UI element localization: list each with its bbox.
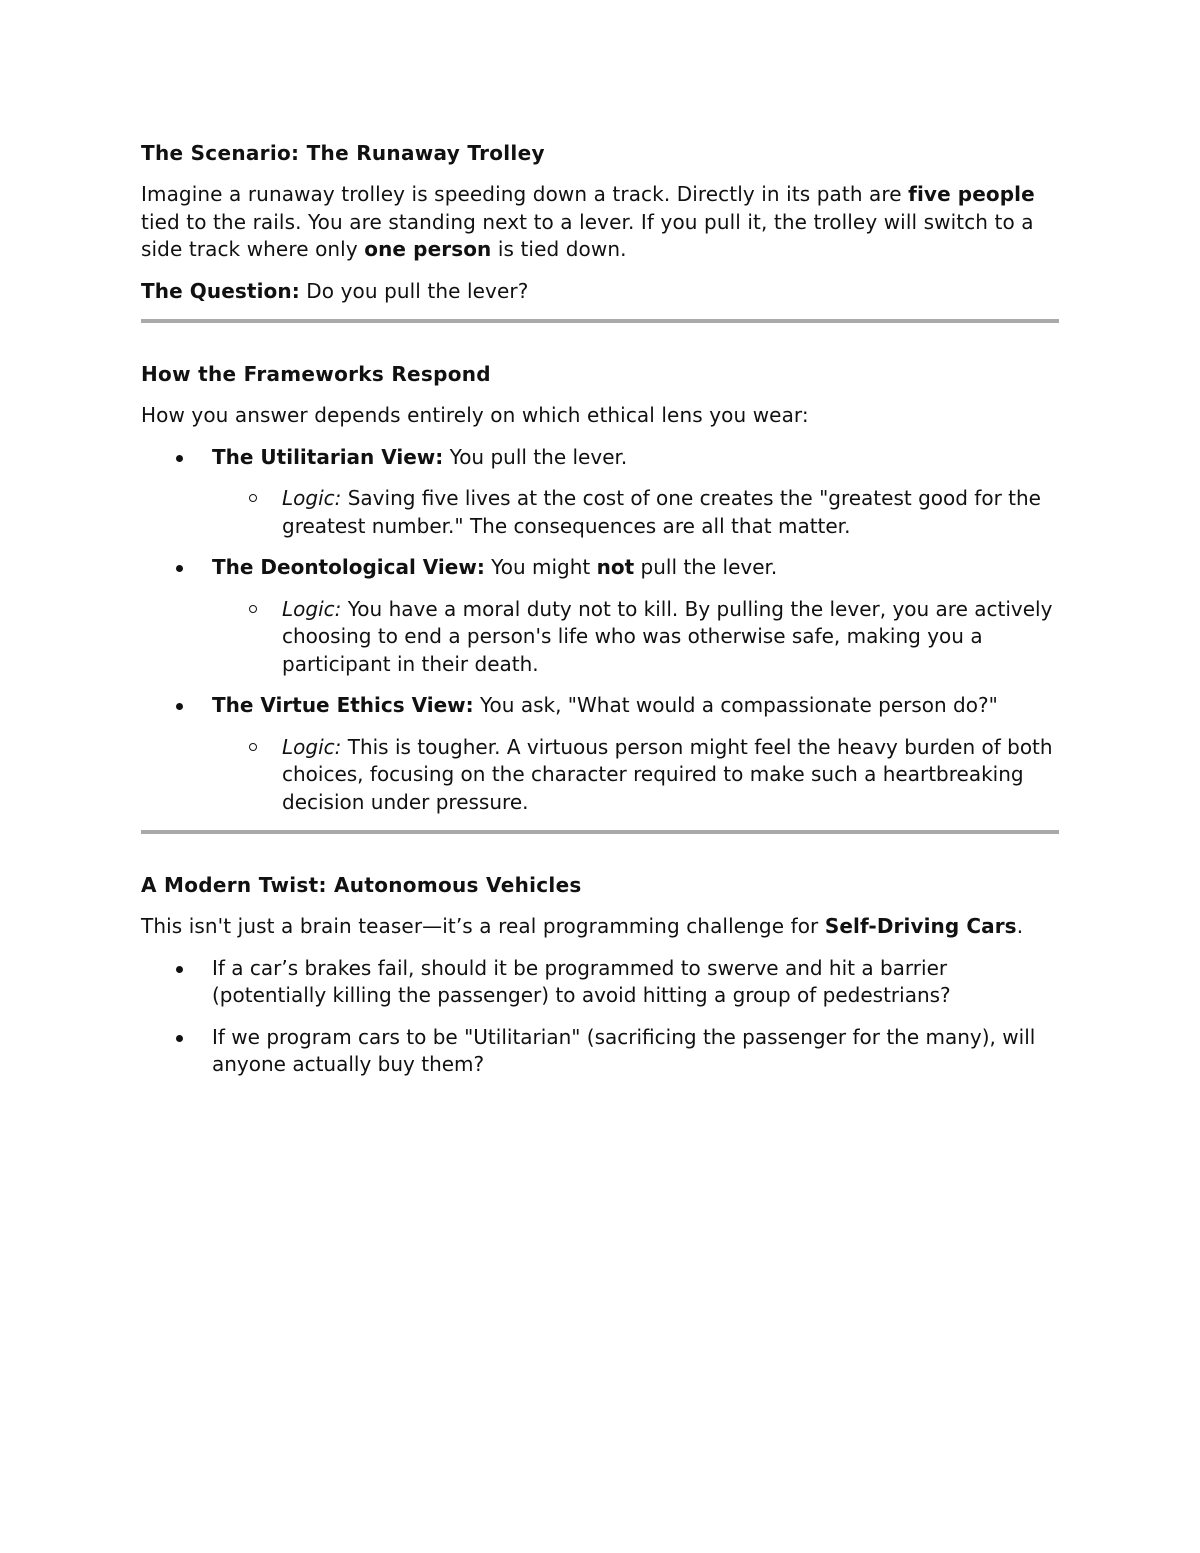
section-divider-1: [141, 319, 1059, 323]
list-item-deontological: [141, 554, 1059, 678]
list-item-utilitarian-logic: [212, 485, 1059, 540]
bullet-icon: [176, 1035, 183, 1042]
scenario-intro-bold-one-person: one person: [364, 237, 492, 261]
twist-intro-text-2: .: [1016, 914, 1024, 938]
scenario-heading: The Scenario: The Runaway Trolley: [141, 141, 545, 165]
bullet-icon: [176, 565, 183, 572]
bullet-icon: [176, 455, 183, 462]
deontological-label: The Deontological View:: [212, 555, 485, 579]
virtue-ethics-label: The Virtue Ethics View:: [212, 693, 474, 717]
scenario-intro-text-1: Imagine a runaway trolley is speeding down a track. Directly in its path are: [141, 182, 909, 206]
deontological-logic-label: Logic:: [282, 596, 342, 621]
scenario-intro-text-2: tied to the rails. You are standing next to a lever. If you pull it, the trolley will switch to a side track where only: [141, 209, 1034, 261]
utilitarian-logic-text: Saving five lives at the cost of one creates the "greatest good for the greatest number." The consequences are all that matter.: [282, 486, 1041, 538]
scenario-intro: [141, 181, 1059, 264]
twist-heading: A Modern Twist: Autonomous Vehicles: [141, 873, 582, 897]
virtue-ethics-text: You ask, "What would a compassionate person do?": [473, 693, 998, 717]
twist-list: [141, 955, 1059, 1079]
frameworks-intro: How you answer depends entirely on which ethical lens you wear:: [141, 403, 809, 427]
twist-item-text: If we program cars to be "Utilitarian" (sacrificing the passenger for the many), will anyone actually buy them?: [212, 1024, 1036, 1076]
deontological-text-bold: not: [596, 555, 635, 579]
scenario-question: [141, 278, 1059, 306]
list-item-virtue-ethics-logic: [212, 734, 1059, 817]
deontological-text-pre: You might: [484, 555, 597, 579]
frameworks-list: [141, 444, 1059, 817]
list-item-deontological-logic: [212, 596, 1059, 679]
bullet-icon: [176, 703, 183, 710]
section-divider-2: [141, 830, 1059, 834]
scenario-intro-bold-five-people: five people: [908, 182, 1035, 206]
utilitarian-text: You pull the lever.: [443, 444, 628, 469]
deontological-logic-text: You have a moral duty not to kill. By pulling the lever, you are actively choosing to end a person's life who was otherwise safe, making you a participant in their death.: [282, 596, 1053, 676]
utilitarian-sublist: [212, 485, 1059, 540]
question-text: Do you pull the lever?: [299, 278, 529, 303]
virtue-ethics-logic-text: This is tougher. A virtuous person might feel the heavy burden of both choices, focusing on the character required to make such a heartbreaking decision under pressure.: [282, 734, 1053, 814]
hollow-bullet-icon: [249, 494, 257, 502]
deontological-sublist: [212, 596, 1059, 679]
frameworks-heading: How the Frameworks Respond: [141, 362, 491, 386]
utilitarian-logic-label: Logic:: [282, 486, 342, 510]
twist-intro-bold-self-driving: Self-Driving Cars: [824, 914, 1017, 938]
deontological-text-post: pull the lever.: [634, 555, 778, 579]
utilitarian-label: The Utilitarian View:: [212, 444, 444, 469]
question-label: The Question:: [141, 278, 300, 303]
hollow-bullet-icon: [249, 605, 257, 613]
document-page: [141, 140, 1059, 1079]
twist-intro-text-1: This isn't just a brain teaser—it’s a real programming challenge for: [141, 914, 825, 938]
list-item-utilitarian-cars: [141, 1024, 1059, 1079]
hollow-bullet-icon: [249, 743, 257, 751]
scenario-intro-text-3: is tied down.: [491, 237, 627, 261]
list-item-utilitarian: [141, 444, 1059, 541]
twist-intro: [141, 913, 1059, 941]
bullet-icon: [176, 966, 183, 973]
virtue-ethics-logic-label: Logic:: [282, 734, 342, 759]
list-item-brakes-fail: [141, 955, 1059, 1010]
twist-item-text: If a car’s brakes fail, should it be programmed to swerve and hit a barrier (potentially killing the passenger) to avoid hitting a group of pedestrians?: [212, 955, 951, 1007]
virtue-ethics-sublist: [212, 734, 1059, 817]
list-item-virtue-ethics: [141, 692, 1059, 816]
